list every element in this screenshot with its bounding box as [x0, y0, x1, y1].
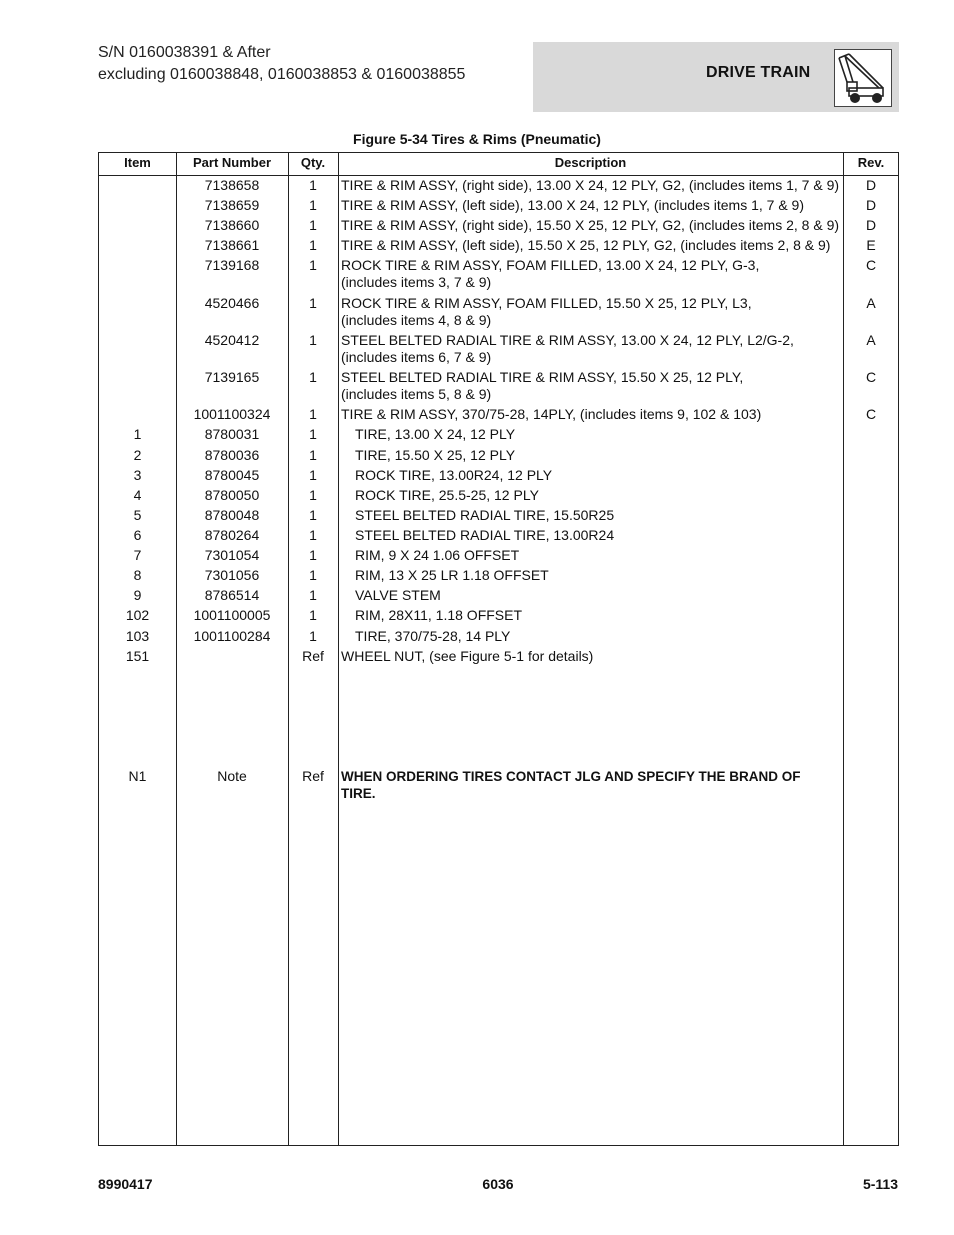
column-divider — [338, 153, 339, 1145]
rev-cell: E — [866, 237, 876, 253]
description-cell: TIRE & RIM ASSY, (left side), 15.50 X 25, 12 PLY, G2, (includes items 2, 8 & 9) — [341, 237, 831, 253]
description-cell: RIM, 13 X 25 LR 1.18 OFFSET — [355, 567, 549, 583]
qty-cell: 1 — [309, 607, 317, 623]
item-cell: 9 — [133, 587, 142, 603]
qty-cell: 1 — [309, 567, 317, 583]
part-number-cell: 4520466 — [204, 295, 260, 311]
part-number-cell: 7301054 — [204, 547, 260, 563]
section-title: DRIVE TRAIN — [706, 64, 811, 81]
description-cell: STEEL BELTED RADIAL TIRE, 15.50R25 — [355, 507, 615, 523]
description-cell: TIRE & RIM ASSY, (right side), 15.50 X 25, 12 PLY, G2, (includes items 2, 8 & 9) — [341, 217, 840, 233]
doc-number: 8990417 — [98, 1176, 153, 1192]
header-item: Item — [124, 155, 151, 170]
section-banner — [533, 42, 899, 112]
part-number-cell: Note — [217, 768, 247, 784]
description-cell: TIRE, 13.00 X 24, 12 PLY — [355, 426, 516, 442]
boom-lift-icon — [834, 49, 892, 107]
rev-cell: C — [865, 257, 877, 273]
item-cell: 4 — [133, 487, 142, 503]
description-cell: ROCK TIRE, 25.5-25, 12 PLY — [355, 487, 539, 503]
description-cell: VALVE STEM — [355, 587, 441, 603]
rev-cell: D — [865, 197, 877, 213]
qty-cell: 1 — [309, 587, 317, 603]
description-cell: WHEEL NUT, (see Figure 5-1 for details) — [341, 648, 594, 664]
part-number-cell: 1001100324 — [193, 406, 271, 422]
part-number-cell: 7139165 — [204, 369, 260, 385]
description-cell: TIRE & RIM ASSY, (right side), 13.00 X 24, 12 PLY, G2, (includes items 1, 7 & 9) — [341, 177, 840, 193]
part-number-cell: 7138660 — [204, 217, 260, 233]
description-line-1: STEEL BELTED RADIAL TIRE & RIM ASSY, 13.00 X 24, 12 PLY, L2/G-2, — [341, 332, 794, 348]
header-divider — [99, 175, 898, 176]
description-line-1: WHEN ORDERING TIRES CONTACT JLG AND SPECIFY THE BRAND OF — [341, 769, 801, 784]
serial-number-header — [98, 42, 465, 86]
qty-cell: 1 — [309, 257, 317, 273]
qty-cell: 1 — [309, 177, 317, 193]
qty-cell: Ref — [302, 768, 324, 784]
qty-cell: 1 — [309, 295, 317, 311]
item-cell: 2 — [133, 447, 142, 463]
figure-title: Figure 5-34 Tires & Rims (Pneumatic) — [353, 131, 601, 147]
part-number-cell: 7138658 — [204, 177, 260, 193]
rev-cell: A — [866, 295, 876, 311]
item-cell: 1 — [133, 426, 142, 442]
part-number-cell: 1001100284 — [193, 628, 271, 644]
part-number-cell: 8780050 — [204, 487, 260, 503]
rev-cell: C — [865, 406, 877, 422]
description-line-1: STEEL BELTED RADIAL TIRE & RIM ASSY, 15.50 X 25, 12 PLY, — [341, 369, 744, 385]
part-number-cell: 8780264 — [204, 527, 260, 543]
serial-line-1: S/N 0160038391 & After — [98, 44, 271, 61]
description-cell — [341, 295, 841, 329]
qty-cell: 1 — [309, 547, 317, 563]
rev-cell: D — [865, 217, 877, 233]
qty-cell: 1 — [309, 332, 317, 348]
description-line-2: (includes items 3, 7 & 9) — [341, 274, 492, 290]
page-number: 5-113 — [862, 1176, 898, 1192]
qty-cell: 1 — [309, 369, 317, 385]
qty-cell: 1 — [309, 217, 317, 233]
description-cell: TIRE & RIM ASSY, 370/75-28, 14PLY, (includes items 9, 102 & 103) — [341, 406, 762, 422]
description-cell: STEEL BELTED RADIAL TIRE, 13.00R24 — [355, 527, 615, 543]
item-cell: 151 — [125, 648, 150, 664]
description-line-1: ROCK TIRE & RIM ASSY, FOAM FILLED, 15.50 X 25, 12 PLY, L3, — [341, 295, 752, 311]
description-cell: TIRE, 370/75-28, 14 PLY — [355, 628, 511, 644]
header-rev: Rev. — [857, 155, 885, 170]
qty-cell: 1 — [309, 426, 317, 442]
part-number-cell: 7139168 — [204, 257, 260, 273]
part-number-cell: 1001100005 — [193, 607, 271, 623]
part-number-cell: 7301056 — [204, 567, 260, 583]
part-number-cell: 8786514 — [204, 587, 260, 603]
qty-cell: Ref — [302, 648, 324, 664]
model-number: 6036 — [482, 1176, 514, 1192]
description-line-1: ROCK TIRE & RIM ASSY, FOAM FILLED, 13.00 X 24, 12 PLY, G-3, — [341, 257, 760, 273]
header-part-number: Part Number — [192, 155, 272, 170]
serial-line-2: excluding 0160038848, 0160038853 & 0160038855 — [98, 66, 466, 83]
qty-cell: 1 — [309, 487, 317, 503]
item-cell: 103 — [125, 628, 150, 644]
item-cell: N1 — [128, 768, 147, 784]
qty-cell: 1 — [309, 507, 317, 523]
description-cell: RIM, 28X11, 1.18 OFFSET — [355, 607, 523, 623]
rev-cell: C — [865, 369, 877, 385]
item-cell: 102 — [125, 607, 150, 623]
description-cell — [341, 257, 841, 291]
description-line-2: TIRE. — [341, 786, 376, 801]
description-cell — [341, 332, 841, 366]
description-cell: ROCK TIRE, 13.00R24, 12 PLY — [355, 467, 553, 483]
part-number-cell: 7138661 — [204, 237, 260, 253]
part-number-cell: 7138659 — [204, 197, 260, 213]
qty-cell: 1 — [309, 527, 317, 543]
description-cell — [341, 768, 841, 802]
part-number-cell: 8780045 — [204, 467, 260, 483]
item-cell: 8 — [133, 567, 142, 583]
description-line-2: (includes items 5, 8 & 9) — [341, 386, 492, 402]
qty-cell: 1 — [309, 406, 317, 422]
part-number-cell: 8780036 — [204, 447, 260, 463]
part-number-cell: 8780031 — [204, 426, 260, 442]
item-cell: 7 — [133, 547, 142, 563]
header-description: Description — [554, 155, 627, 170]
part-number-cell: 4520412 — [204, 332, 260, 348]
item-cell: 3 — [133, 467, 142, 483]
description-cell — [341, 369, 841, 403]
item-cell: 5 — [133, 507, 142, 523]
description-cell: RIM, 9 X 24 1.06 OFFSET — [355, 547, 520, 563]
rev-cell: D — [865, 177, 877, 193]
description-cell: TIRE, 15.50 X 25, 12 PLY — [355, 447, 516, 463]
rev-cell: A — [866, 332, 876, 348]
qty-cell: 1 — [309, 447, 317, 463]
qty-cell: 1 — [309, 237, 317, 253]
item-cell: 6 — [133, 527, 142, 543]
qty-cell: 1 — [309, 628, 317, 644]
header-qty: Qty. — [300, 155, 326, 170]
description-cell: TIRE & RIM ASSY, (left side), 13.00 X 24, 12 PLY, (includes items 1, 7 & 9) — [341, 197, 804, 213]
qty-cell: 1 — [309, 467, 317, 483]
part-number-cell: 8780048 — [204, 507, 260, 523]
description-line-2: (includes items 4, 8 & 9) — [341, 312, 492, 328]
qty-cell: 1 — [309, 197, 317, 213]
parts-table — [98, 152, 899, 1146]
description-line-2: (includes items 6, 7 & 9) — [341, 349, 492, 365]
